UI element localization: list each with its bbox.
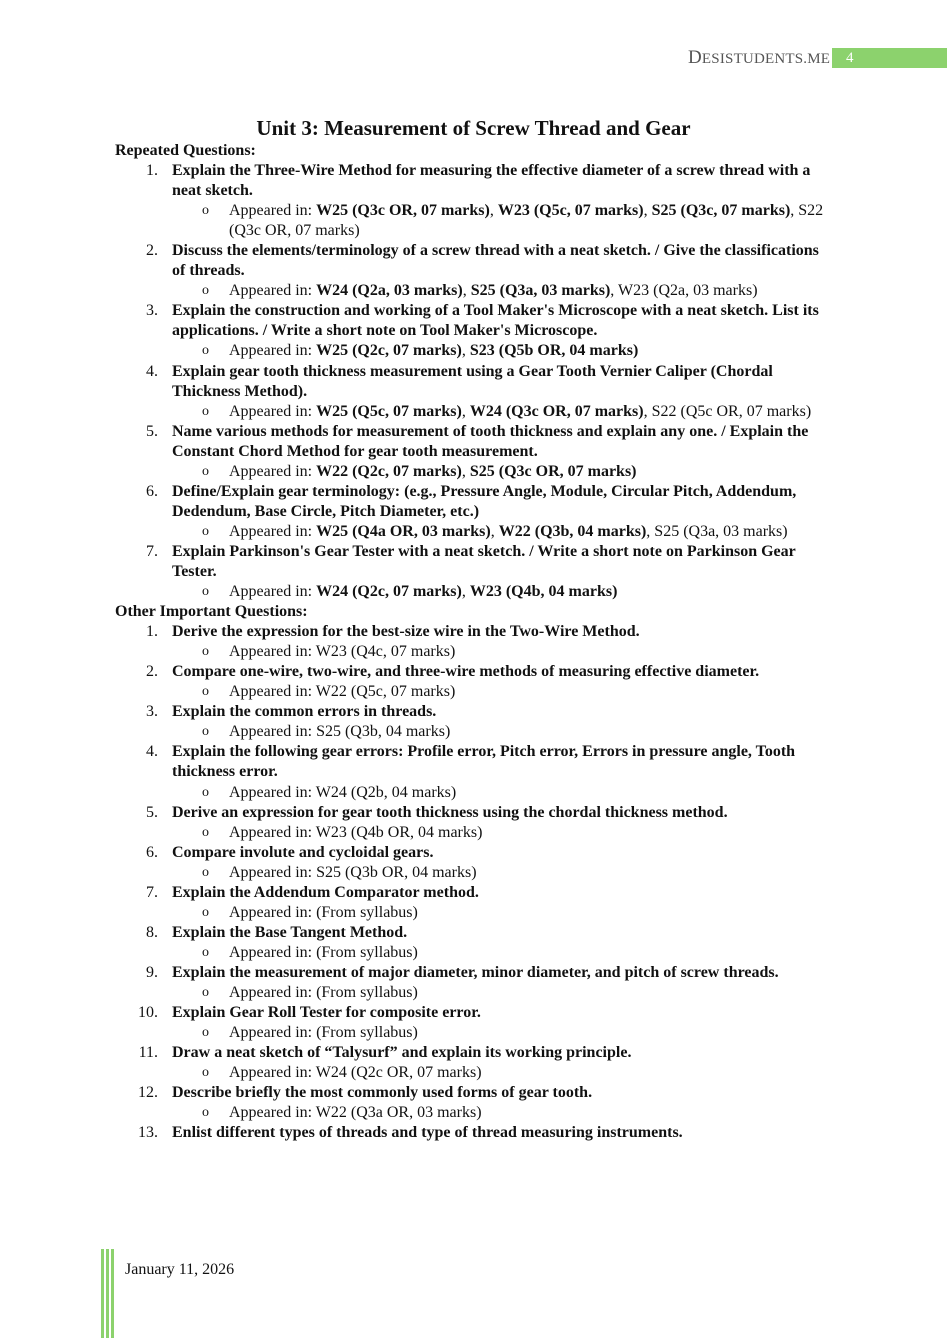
question-number: 11. — [138, 1044, 158, 1062]
appeared-in — [115, 582, 835, 602]
question-text: Compare involute and cycloidal gears. — [172, 843, 434, 861]
question-number: 7. — [146, 542, 158, 560]
question-text: Discuss the elements/terminology of a screw thread with a neat sketch. / Give the classifications of threads. — [172, 242, 819, 280]
question-text: Explain the following gear errors: Profile error, Pitch error, Errors in pressure angle, Tooth thickness error. — [172, 743, 796, 781]
exam-reference-highlight: W22 (Q2c, 07 marks) — [316, 462, 462, 480]
question-item — [115, 923, 835, 943]
question-item — [115, 843, 835, 863]
question-number: 4. — [146, 362, 158, 380]
exam-reference: Appeared in: — [229, 583, 317, 601]
question-number: 1. — [146, 162, 158, 180]
question-item — [115, 963, 835, 983]
appeared-in — [115, 823, 835, 843]
appeared-in — [115, 903, 835, 923]
exam-reference: , — [462, 282, 471, 300]
question-item — [115, 742, 835, 782]
exam-reference: Appeared in: (From syllabus) — [229, 903, 418, 921]
question-text: Explain the measurement of major diameter, minor diameter, and pitch of screw threads. — [172, 963, 779, 981]
question-item — [115, 362, 835, 402]
exam-reference: , — [490, 522, 499, 540]
section-heading: Other Important Questions: — [115, 603, 308, 621]
appeared-in — [115, 462, 835, 482]
question-text: Derive an expression for gear tooth thickness using the chordal thickness method. — [172, 803, 728, 821]
exam-reference-highlight: W24 (Q3c OR, 07 marks) — [469, 402, 644, 420]
exam-reference: Appeared in: — [229, 282, 317, 300]
exam-reference: Appeared in: W23 (Q4c, 07 marks) — [229, 643, 456, 661]
appeared-in — [115, 642, 835, 662]
bullet-icon: o — [202, 1105, 209, 1121]
question-text: Explain Gear Roll Tester for composite error. — [172, 1004, 481, 1022]
exam-reference: , S22 (Q3c OR, 07 marks) — [229, 202, 824, 240]
question-text: Explain the construction and working of a Tool Maker's Microscope with a neat sketch. List its applications. / Write a short note on Tool Maker's Microscope. — [172, 302, 819, 340]
bullet-icon: o — [202, 864, 209, 880]
question-list — [115, 141, 835, 1143]
exam-reference: Appeared in: W24 (Q2b, 04 marks) — [229, 783, 457, 801]
exam-reference: , — [461, 342, 470, 360]
exam-reference: Appeared in: — [229, 522, 317, 540]
exam-reference: Appeared in: W22 (Q3a OR, 03 marks) — [229, 1104, 482, 1122]
question-text: Name various methods for measurement of tooth thickness and explain any one. / Explain the Constant Chord Method for gear tooth measurement. — [172, 422, 809, 460]
appeared-in — [115, 943, 835, 963]
exam-reference: , — [461, 583, 470, 601]
question-text: Compare one-wire, two-wire, and three-wire methods of measuring effective diameter. — [172, 663, 760, 681]
exam-reference: , S25 (Q3a, 03 marks) — [646, 522, 788, 540]
bullet-icon: o — [202, 644, 209, 660]
section-heading: Repeated Questions: — [115, 142, 256, 159]
question-text: Explain the Addendum Comparator method. — [172, 883, 479, 901]
appeared-in — [115, 402, 835, 422]
question-item — [115, 301, 835, 341]
question-item — [115, 803, 835, 823]
exam-reference: , — [461, 402, 470, 420]
question-text: Explain the common errors in threads. — [172, 703, 437, 721]
exam-reference-highlight: W24 (Q2c, 07 marks) — [316, 583, 462, 601]
question-text: Derive the expression for the best-size wire in the Two-Wire Method. — [172, 623, 640, 641]
bullet-icon: o — [202, 984, 209, 1000]
question-text: Explain the Three-Wire Method for measuring the effective diameter of a screw thread with a neat sketch. — [172, 162, 811, 200]
page-number: 4 — [832, 48, 947, 68]
question-text: Explain Parkinson's Gear Tester with a neat sketch. / Write a short note on Parkinson Gear Tester. — [172, 542, 796, 580]
bullet-icon: o — [202, 944, 209, 960]
bullet-icon: o — [202, 684, 209, 700]
bullet-icon: o — [202, 824, 209, 840]
exam-reference: , S22 (Q5c OR, 07 marks) — [643, 402, 812, 420]
bullet-icon: o — [202, 1025, 209, 1041]
question-number: 2. — [146, 242, 158, 260]
appeared-in — [115, 983, 835, 1003]
exam-reference: , — [489, 202, 498, 220]
question-item — [115, 1123, 835, 1143]
appeared-in — [115, 341, 835, 361]
exam-reference-highlight: W25 (Q2c, 07 marks) — [316, 342, 462, 360]
appeared-in — [115, 682, 835, 702]
exam-reference-highlight: W25 (Q3c OR, 07 marks) — [316, 202, 490, 220]
appeared-in — [115, 201, 835, 241]
site-name — [688, 48, 830, 69]
question-text: Explain gear tooth thickness measurement using a Gear Tooth Vernier Caliper (Chordal Thickness Method). — [172, 362, 773, 400]
question-item — [115, 1083, 835, 1103]
bullet-icon: o — [202, 343, 209, 359]
bullet-icon: o — [202, 523, 209, 539]
exam-reference-highlight: W24 (Q2a, 03 marks) — [316, 282, 463, 300]
appeared-in — [115, 722, 835, 742]
question-text: Draw a neat sketch of “Talysurf” and explain its working principle. — [172, 1044, 632, 1062]
question-number: 10. — [138, 1004, 158, 1022]
question-number: 6. — [146, 482, 158, 500]
exam-reference: , — [643, 202, 652, 220]
exam-reference: Appeared in: — [229, 402, 317, 420]
question-text: Explain the Base Tangent Method. — [172, 923, 408, 941]
question-number: 3. — [146, 302, 158, 320]
question-item — [115, 1003, 835, 1023]
bullet-icon: o — [202, 203, 209, 219]
exam-reference: Appeared in: S25 (Q3b OR, 04 marks) — [229, 863, 477, 881]
question-number: 8. — [146, 923, 158, 941]
appeared-in — [115, 783, 835, 803]
exam-reference-highlight: W25 (Q5c, 07 marks) — [316, 402, 462, 420]
exam-reference: Appeared in: (From syllabus) — [229, 943, 418, 961]
appeared-in — [115, 863, 835, 883]
question-number: 9. — [146, 963, 158, 981]
footer-date: January 11, 2026 — [125, 1261, 235, 1278]
question-number: 7. — [146, 883, 158, 901]
exam-reference-highlight: W22 (Q3b, 04 marks) — [498, 522, 647, 540]
appeared-in — [115, 522, 835, 542]
appeared-in — [115, 1023, 835, 1043]
exam-reference: Appeared in: W22 (Q5c, 07 marks) — [229, 683, 456, 701]
question-item — [115, 1043, 835, 1063]
exam-reference: Appeared in: — [229, 342, 317, 360]
question-item — [115, 161, 835, 201]
question-number: 12. — [138, 1084, 158, 1102]
question-number: 2. — [146, 663, 158, 681]
exam-reference-highlight: W23 (Q5c, 07 marks) — [497, 202, 644, 220]
bullet-icon: o — [202, 283, 209, 299]
exam-reference-highlight: W25 (Q4a OR, 03 marks) — [316, 522, 491, 540]
question-number: 5. — [146, 803, 158, 821]
site-name-initial: D — [688, 47, 702, 68]
question-item — [115, 241, 835, 281]
question-text: Enlist different types of threads and type of thread measuring instruments. — [172, 1124, 683, 1142]
exam-reference: Appeared in: (From syllabus) — [229, 983, 418, 1001]
appeared-in — [115, 1103, 835, 1123]
question-item — [115, 542, 835, 582]
exam-reference: Appeared in: S25 (Q3b, 04 marks) — [229, 723, 451, 741]
exam-reference-highlight: S25 (Q3c OR, 07 marks) — [469, 462, 637, 480]
exam-reference: , W23 (Q2a, 03 marks) — [610, 282, 758, 300]
exam-reference-highlight: W23 (Q4b, 04 marks) — [469, 583, 618, 601]
bullet-icon: o — [202, 463, 209, 479]
exam-reference: , — [461, 462, 470, 480]
question-item — [115, 622, 835, 642]
footer-decoration — [101, 1249, 115, 1338]
page-title: Unit 3: Measurement of Screw Thread and Gear — [256, 116, 691, 140]
question-number: 6. — [146, 843, 158, 861]
exam-reference: Appeared in: W23 (Q4b OR, 04 marks) — [229, 823, 483, 841]
bullet-icon: o — [202, 724, 209, 740]
exam-reference-highlight: S25 (Q3c, 07 marks) — [651, 202, 791, 220]
question-item — [115, 702, 835, 722]
question-number: 4. — [146, 743, 158, 761]
exam-reference: Appeared in: — [229, 462, 317, 480]
bullet-icon: o — [202, 584, 209, 600]
question-item — [115, 883, 835, 903]
bullet-icon: o — [202, 784, 209, 800]
question-item — [115, 422, 835, 462]
exam-reference: Appeared in: (From syllabus) — [229, 1024, 418, 1042]
question-text: Describe briefly the most commonly used forms of gear tooth. — [172, 1084, 593, 1102]
exam-reference: Appeared in: — [229, 202, 317, 220]
question-item — [115, 662, 835, 682]
exam-reference-highlight: S23 (Q5b OR, 04 marks) — [469, 342, 639, 360]
question-text: Define/Explain gear terminology: (e.g., Pressure Angle, Module, Circular Pitch, Addendum, Dedendum, Base Circle, Pitch Diameter, etc.) — [172, 482, 797, 520]
site-name-rest: ESISTUDENTS.ME — [701, 51, 831, 67]
bullet-icon: o — [202, 403, 209, 419]
question-number: 1. — [146, 623, 158, 641]
exam-reference: Appeared in: W24 (Q2c OR, 07 marks) — [229, 1064, 482, 1082]
question-item — [115, 482, 835, 522]
question-number: 5. — [146, 422, 158, 440]
appeared-in — [115, 281, 835, 301]
question-number: 13. — [138, 1124, 158, 1142]
bullet-icon: o — [202, 904, 209, 920]
appeared-in — [115, 1063, 835, 1083]
exam-reference-highlight: S25 (Q3a, 03 marks) — [470, 282, 611, 300]
question-number: 3. — [146, 703, 158, 721]
bullet-icon: o — [202, 1065, 209, 1081]
